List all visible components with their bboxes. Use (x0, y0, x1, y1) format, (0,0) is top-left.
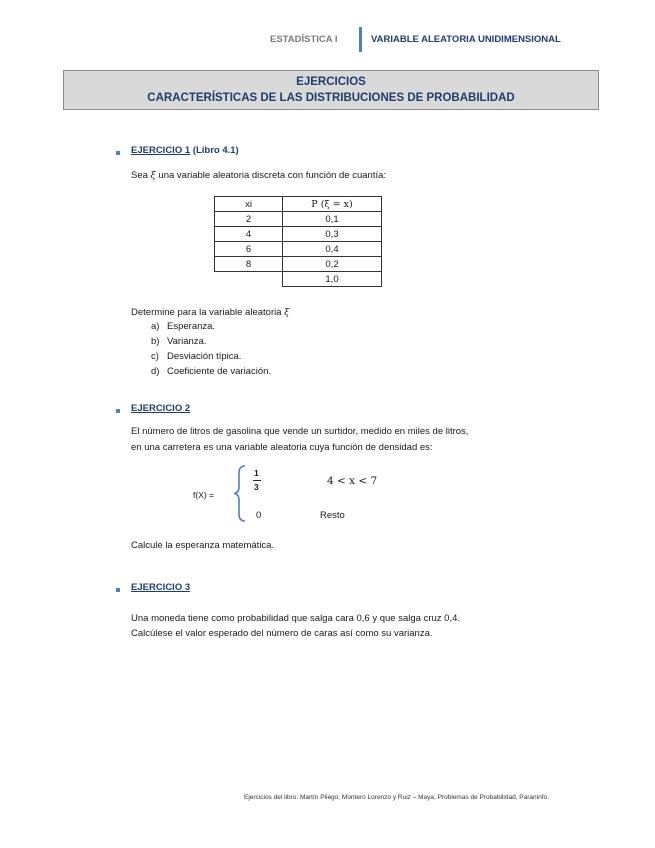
item-text: Esperanza. (167, 321, 216, 332)
exercise-2-question: Calcule la esperanza matemática. (131, 540, 275, 551)
exercise-3-line-2: Calcúlese el valor esperado del número de caras así como su varianza. (131, 628, 433, 639)
item-label: d) (151, 366, 160, 377)
xi-symbol: ξ (150, 170, 156, 181)
item-label: c) (151, 351, 159, 362)
list-item (151, 349, 271, 364)
title-banner (63, 70, 599, 110)
table-total-row (215, 272, 382, 287)
exercise-2-line-1: El número de litros de gasolina que vende un surtidor, medido en miles de litros, (131, 426, 469, 437)
banner-line-2: CARACTERÍSTICAS DE LAS DISTRIBUCIONES DE PROBABILIDAD (147, 92, 515, 104)
exercise-1-items (151, 319, 271, 379)
xi-symbol: ξ (284, 307, 290, 318)
table-row (215, 212, 382, 227)
item-text: Desviación típica. (167, 351, 242, 362)
table-row (215, 242, 382, 257)
density-condition: 4 < x < 7 (327, 475, 378, 487)
probability-table (214, 196, 382, 287)
item-text: Varianza. (167, 336, 207, 347)
header-xi: xi (215, 197, 283, 212)
footer-citation: Ejercicios del libro: Martín Pliego, Montero Lorenzo y Ruiz – Maya, Problemas de Probabilidad, Paraninfo. (244, 794, 549, 801)
exercise-2-label: EJERCICIO 2 (131, 403, 191, 414)
exercise-2-line-2: en una carretera es una variable aleatoria cuya función de densidad es: (131, 442, 433, 453)
cell-x: 4 (215, 227, 283, 242)
exercise-3-line-1: Una moneda tiene como probabilidad que salga cara 0,6 y que salga cruz 0,4. (131, 613, 461, 624)
exercise-1-determine (131, 307, 289, 318)
cell-total: 1,0 (283, 272, 382, 287)
determine-text: Determine para la variable aleatoria (131, 307, 285, 318)
exercise-1-title (131, 145, 239, 156)
fraction-numerator: 1 (254, 468, 259, 478)
exercise-1-label: EJERCICIO 1 (131, 145, 191, 156)
header-topic: VARIABLE ALEATORIA UNIDIMENSIONAL (371, 34, 561, 45)
bullet-icon (116, 409, 120, 413)
table-header-row (215, 197, 382, 212)
fraction-bar (253, 480, 261, 481)
cell-empty (215, 272, 283, 287)
cell-x: 8 (215, 257, 283, 272)
cell-x: 6 (215, 242, 283, 257)
bullet-icon (116, 588, 120, 592)
left-brace-icon (233, 465, 247, 522)
list-item (151, 319, 271, 334)
item-label: a) (151, 321, 160, 332)
intro-text-b: una variable aleatoria discreta con función de cuantía: (155, 170, 387, 181)
header-subject: ESTADÍSTICA I (270, 34, 338, 45)
density-zero: 0 (256, 510, 262, 521)
exercise-2-title (131, 403, 190, 414)
exercise-1-ref: (Libro 4.1) (190, 145, 239, 156)
item-text: Coeficiente de variación. (167, 366, 272, 377)
bullet-icon (116, 151, 120, 155)
item-label: b) (151, 336, 160, 347)
density-resto: Resto (320, 510, 345, 521)
intro-text-a: Sea (131, 170, 151, 181)
table-row (215, 227, 382, 242)
table-row (215, 257, 382, 272)
fraction-denominator: 3 (254, 482, 259, 492)
cell-p: 0,4 (283, 242, 382, 257)
exercise-3-title (131, 582, 190, 593)
cell-x: 2 (215, 212, 283, 227)
exercise-1-intro (131, 170, 386, 181)
cell-p: 0,2 (283, 257, 382, 272)
banner-line-1: EJERCICIOS (296, 76, 366, 88)
cell-p: 0,3 (283, 227, 382, 242)
list-item (151, 334, 271, 349)
list-item (151, 364, 271, 379)
cell-p: 0,1 (283, 212, 382, 227)
header-p: P (ξ = x) (283, 197, 382, 212)
function-label: f(X) = (193, 490, 215, 500)
exercise-3-label: EJERCICIO 3 (131, 582, 191, 593)
header-divider (359, 27, 362, 52)
